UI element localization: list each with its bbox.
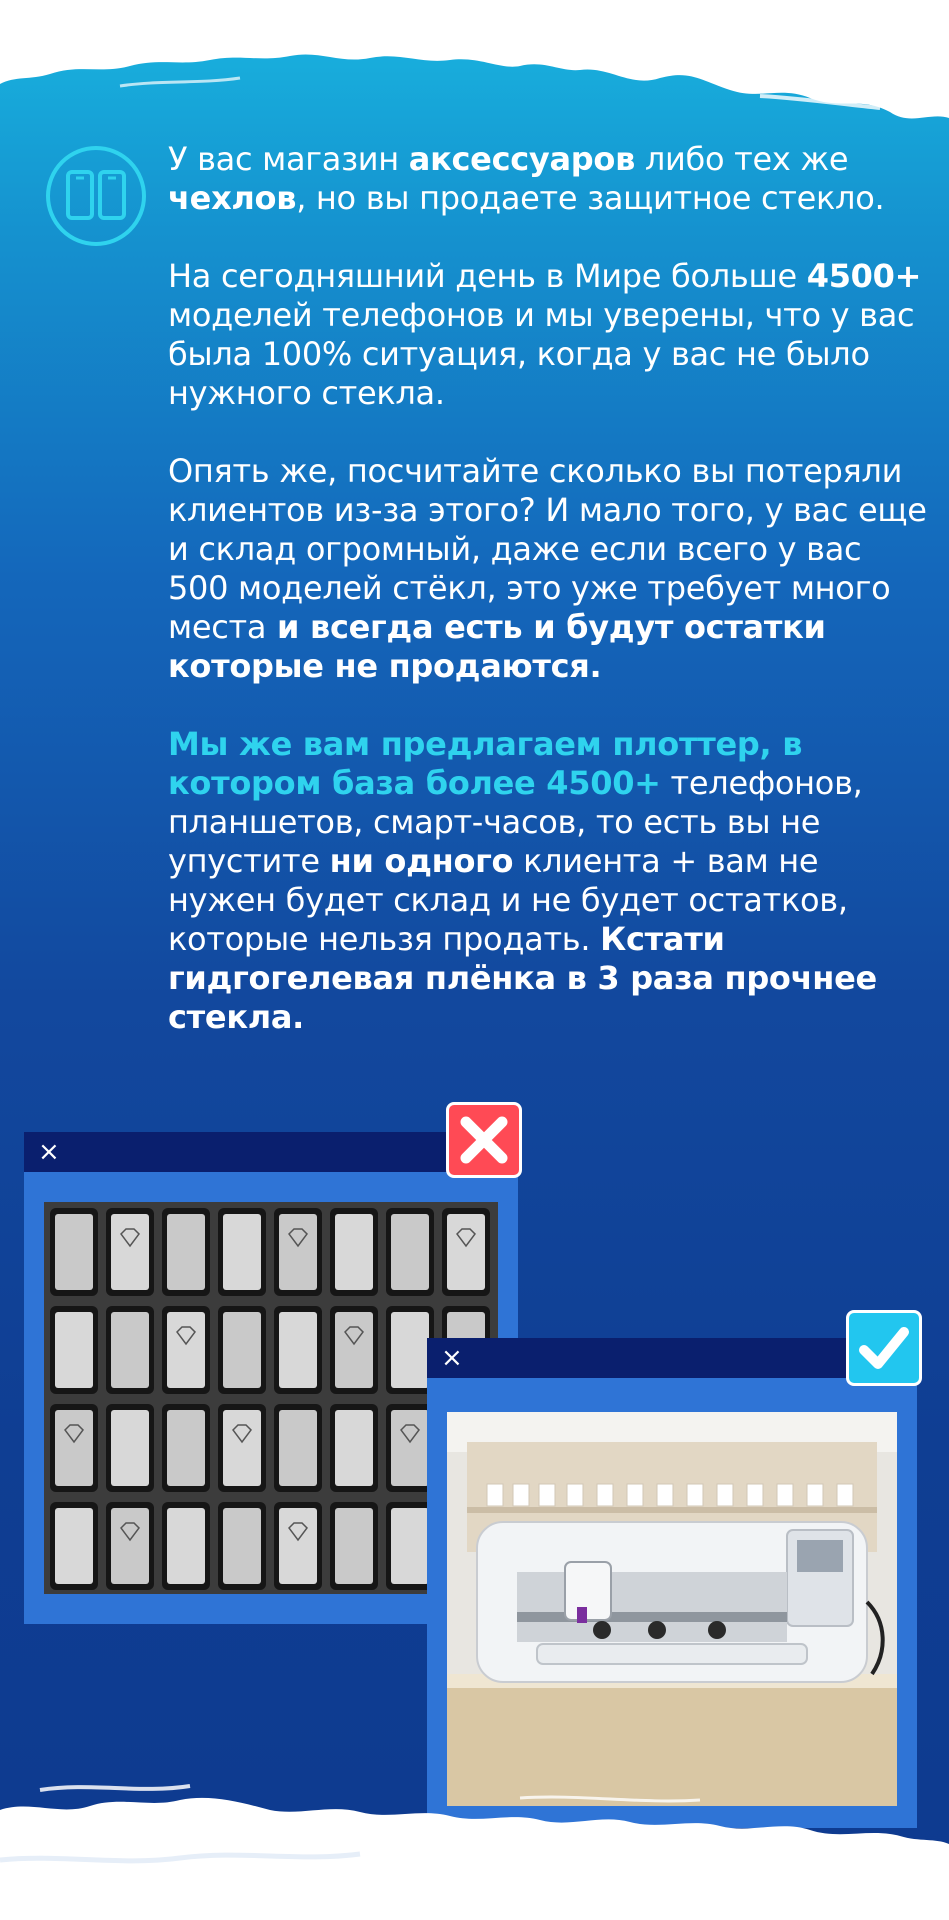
- glass-protector-surface: [391, 1410, 429, 1486]
- glass-protector-surface: [391, 1312, 429, 1388]
- glass-protector-surface: [55, 1508, 93, 1584]
- glass-protector-surface: [167, 1508, 205, 1584]
- check-mark-icon: [846, 1310, 922, 1386]
- p4-text-a: телефонов, планшетов, смарт-часов, то есть вы не упустите: [168, 764, 863, 880]
- close-icon[interactable]: ×: [38, 1137, 60, 1167]
- window-titlebar: [24, 1132, 518, 1172]
- glass-protector-surface: [55, 1410, 93, 1486]
- p3-text-a: Опять же, посчитайте сколько вы потеряли клиентов из-за этого? И мало того, у вас еще и склад огромный, даже если всего у вас 500 моделей стёкл, это уже требует много места: [168, 452, 927, 646]
- top-brush-decoration: [0, 0, 949, 140]
- glass-protector-surface: [111, 1214, 149, 1290]
- glass-protector-surface: [223, 1410, 261, 1486]
- glass-protector-surface: [223, 1508, 261, 1584]
- main-text: [168, 140, 928, 1076]
- p1-bold-a: аксессуаров: [408, 140, 636, 178]
- glass-protector-surface: [55, 1214, 93, 1290]
- glass-protector-surface: [167, 1214, 205, 1290]
- p1-bold-b: чехлов: [168, 179, 297, 217]
- p1-text-c: , но вы продаете защитное стекло.: [296, 179, 885, 217]
- bottom-brush-decoration: [0, 1750, 949, 1920]
- p4-highlight: Мы же вам предлагаем плоттер, в котором база более 4500+: [168, 725, 803, 802]
- p4-bold-a: ни одного: [329, 842, 514, 880]
- close-icon[interactable]: ×: [441, 1343, 463, 1373]
- glass-protector-surface: [335, 1214, 373, 1290]
- glass-protector-surface: [279, 1508, 317, 1584]
- paragraph-1: [168, 140, 928, 218]
- glass-protector-surface: [167, 1312, 205, 1388]
- paragraph-3: [168, 452, 928, 686]
- glass-protector-surface: [223, 1312, 261, 1388]
- glass-protector-surface: [167, 1410, 205, 1486]
- plotter-illustration: [447, 1412, 897, 1806]
- p1-text-a: У вас магазин: [168, 140, 409, 178]
- p2-bold-a: 4500+: [806, 257, 922, 295]
- paragraph-2: [168, 257, 928, 413]
- plotter-photo: [447, 1412, 897, 1806]
- glass-protector-surface: [111, 1508, 149, 1584]
- glass-protector-surface: [223, 1214, 261, 1290]
- p2-text-a: На сегодняшний день в Мире больше: [168, 257, 807, 295]
- glass-protector-surface: [391, 1214, 429, 1290]
- glass-protector-surface: [447, 1214, 485, 1290]
- glass-protector-surface: [335, 1508, 373, 1584]
- glass-protector-surface: [335, 1410, 373, 1486]
- p3-bold-a: и всегда есть и будут остатки которые не продаются.: [168, 608, 826, 685]
- phones-outline-icon: [44, 144, 148, 248]
- glass-protector-surface: [335, 1312, 373, 1388]
- glass-protector-surface: [279, 1410, 317, 1486]
- glass-protector-surface: [111, 1410, 149, 1486]
- glass-protector-surface: [279, 1312, 317, 1388]
- paragraph-4: [168, 725, 928, 1037]
- window-titlebar: [427, 1338, 917, 1378]
- p4-text-b: клиента + вам не нужен будет склад и не будет остатков, которые нельзя продать.: [168, 842, 848, 958]
- cross-mark-icon: [446, 1102, 522, 1178]
- p4-bold-b: Кстати гидгогелевая плёнка в 3 раза прочнее стекла.: [168, 920, 877, 1036]
- glass-protector-surface: [391, 1508, 429, 1584]
- glass-protector-surface: [279, 1214, 317, 1290]
- p1-text-b: либо тех же: [635, 140, 849, 178]
- p2-text-b: моделей телефонов и мы уверены, что у вас была 100% ситуация, когда у вас не было нужного стекла.: [168, 296, 915, 412]
- glass-protector-surface: [55, 1312, 93, 1388]
- glass-protector-surface: [111, 1312, 149, 1388]
